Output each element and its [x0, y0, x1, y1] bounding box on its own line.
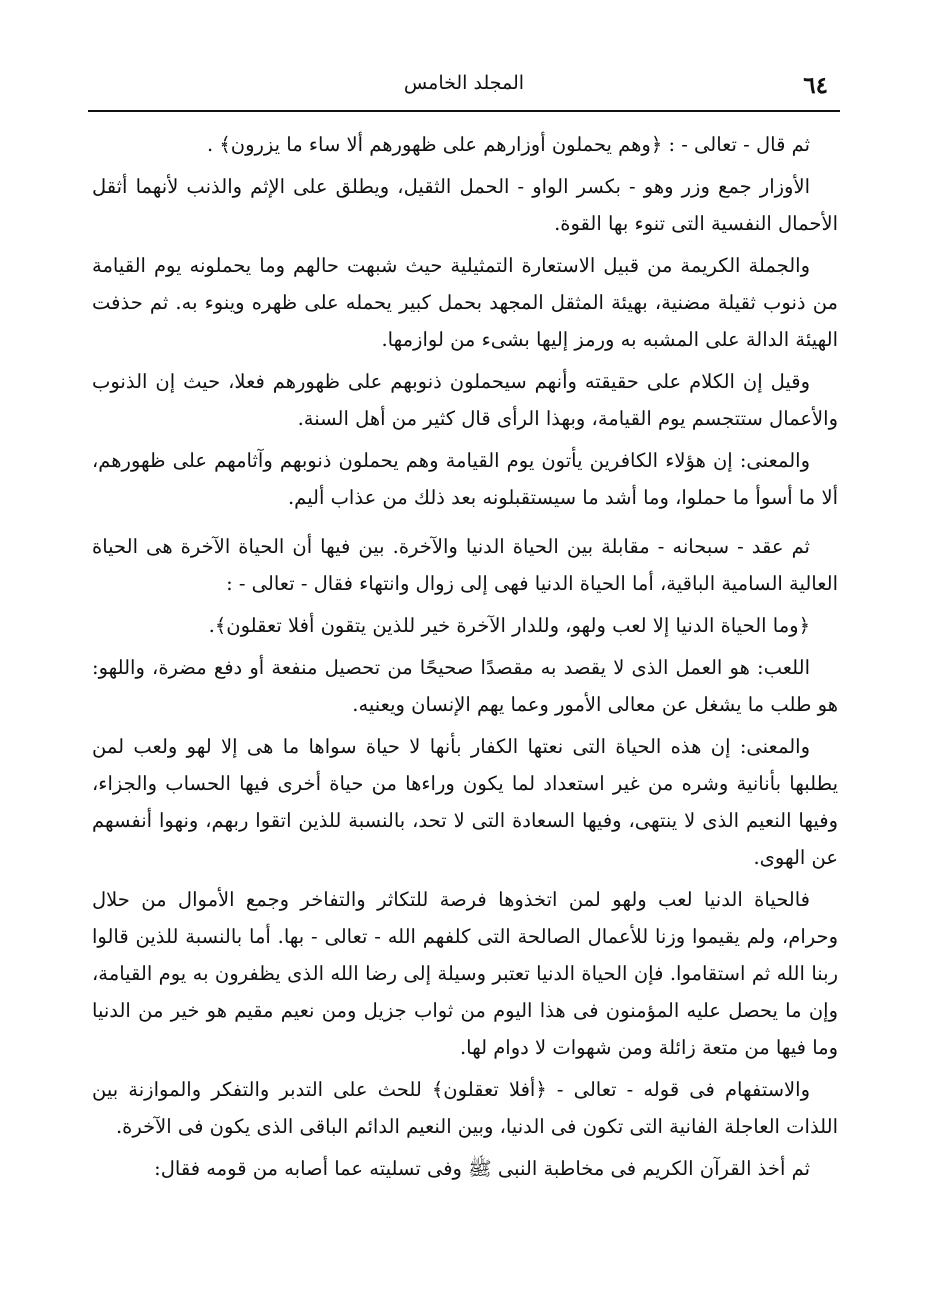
- page-body: [92, 126, 838, 1192]
- paragraph-closing: ثم أخذ القرآن الكريم فى مخاطبة النبى ﷺ وفى تسليته عما أصابه من قومه فقال:: [154, 1157, 810, 1180]
- paragraph-verse-burdens: ثم قال - تعالى - : ﴿وهم يحملون أوزارهم على ظهورهم ألا ساء ما يزرون﴾ .: [206, 133, 810, 156]
- paragraph-awzar-definition: الأوزار جمع وزر وهو - بكسر الواو - الحمل الثقيل، ويطلق على الإثم والذنب لأنهما أثقل الأحمال النفسية التى تنوء بها القوة.: [92, 175, 838, 235]
- paragraph-verse-play: ﴿وما الحياة الدنيا إلا لعب ولهو، وللدار الآخرة خير للذين يتقون أفلا تعقلون﴾.: [208, 614, 810, 637]
- paragraph-worldly-life: فالحياة الدنيا لعب ولهو لمن اتخذوها فرصة للتكاثر والتفاخر وجمع الأموال من حلال وحرام، ولم يقيموا وزنا للأعمال الصالحة التى كلفهم الله - تعالى - بها. أما بالنسبة للذين قالوا ربنا الله ثم استقاموا. فإن الحياة الدنيا تعتبر وسيلة إلى رضا الله الذى يظفرون به يوم القيامة، وإن ما يحصل عليه المؤمنون فى هذا اليوم من ثواب جزيل ومن نعيم مقيم هو خير من الدنيا وما فيها من متعة زائلة ومن شهوات لا دوام لها.: [92, 888, 838, 1059]
- header-rule: [88, 110, 840, 112]
- page-number: ٦٤: [803, 72, 828, 99]
- page-header: [88, 68, 840, 108]
- paragraph-meaning-1: والمعنى: إن هؤلاء الكافرين يأتون يوم القيامة وهم يحملون ذنوبهم وآثامهم على ظهورهم، ألا ما أسوأ ما حملوا، وما أشد ما سيستقبلونه بعد ذلك من عذاب أليم.: [92, 449, 838, 509]
- paragraph-comparison: ثم عقد - سبحانه - مقابلة بين الحياة الدنيا والآخرة. بين فيها أن الحياة الآخرة هى الحياة العالية السامية الباقية، أما الحياة الدنيا فهى إلى زوال وانتهاء فقال - تعالى - :: [92, 535, 838, 595]
- paragraph-meaning-2: والمعنى: إن هذه الحياة التى نعتها الكفار بأنها لا حياة سواها ما هى إلا لهو ولعب لمن يطلبها بأنانية وشره من غير استعداد لما يكون وراءها من حياة أخرى فيها الحساب والجزاء، وفيها النعيم الذى لا ينتهى، وفيها السعادة التى لا تحد، بالنسبة للذين اتقوا ربهم، ونهوا أنفسهم عن الهوى.: [92, 735, 838, 869]
- paragraph-play-definition: اللعب: هو العمل الذى لا يقصد به مقصدًا صحيحًا من تحصيل منفعة أو دفع مضرة، واللهو: هو طلب ما يشغل عن معالى الأمور وعما يهم الإنسان ويعنيه.: [92, 656, 838, 716]
- paragraph-metaphor: والجملة الكريمة من قبيل الاستعارة التمثيلية حيث شبهت حالهم وما يحملونه يوم القيامة من ذنوب ثقيلة مضنية، بهيئة المثقل المجهد بحمل كبير يحمله على ظهره وينوء به. ثم حذفت الهيئة الدالة على المشبه به ورمز إليها بشىء من لوازمها.: [92, 254, 838, 351]
- running-title: المجلد الخامس: [403, 72, 525, 94]
- paragraph-interrogative: والاستفهام فى قوله - تعالى - ﴿أفلا تعقلون﴾ للحث على التدبر والتفكر والموازنة بين اللذات العاجلة الفانية التى تكون فى الدنيا، وبين النعيم الدائم الباقى الذى يكون فى الآخرة.: [92, 1078, 838, 1138]
- paragraph-literal-view: وقيل إن الكلام على حقيقته وأنهم سيحملون ذنوبهم على ظهورهم فعلا، حيث إن الذنوب والأعمال ستتجسم يوم القيامة، وبهذا الرأى قال كثير من أهل السنة.: [92, 370, 838, 430]
